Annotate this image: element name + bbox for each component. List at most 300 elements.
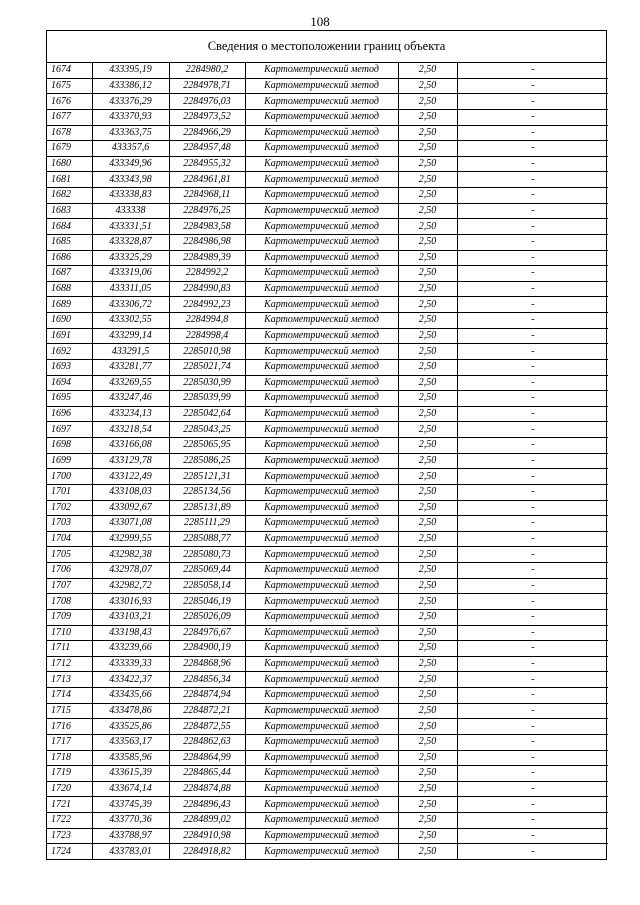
description-cell: - xyxy=(457,406,608,422)
y-coordinate-cell: 2284900,19 xyxy=(169,641,245,657)
description-cell: - xyxy=(457,297,608,313)
x-coordinate-cell: 433071,08 xyxy=(92,516,169,532)
y-coordinate-cell: 2284992,23 xyxy=(169,297,245,313)
point-number-cell: 1682 xyxy=(47,188,92,204)
point-number-cell: 1721 xyxy=(47,797,92,813)
point-number-cell: 1680 xyxy=(47,156,92,172)
point-number-cell: 1707 xyxy=(47,578,92,594)
table-row xyxy=(47,453,608,469)
table-row xyxy=(47,344,608,360)
table-row xyxy=(47,281,608,297)
table-row xyxy=(47,750,608,766)
table-row xyxy=(47,297,608,313)
description-cell: - xyxy=(457,391,608,407)
method-cell: Картометрический метод xyxy=(245,547,398,563)
description-cell: - xyxy=(457,719,608,735)
x-coordinate-cell: 433422,37 xyxy=(92,672,169,688)
method-cell: Картометрический метод xyxy=(245,203,398,219)
y-coordinate-cell: 2285080,73 xyxy=(169,547,245,563)
accuracy-cell: 2,50 xyxy=(398,469,457,485)
x-coordinate-cell: 433166,08 xyxy=(92,438,169,454)
point-number-cell: 1701 xyxy=(47,484,92,500)
accuracy-cell: 2,50 xyxy=(398,625,457,641)
method-cell: Картометрический метод xyxy=(245,313,398,329)
accuracy-cell: 2,50 xyxy=(398,688,457,704)
point-number-cell: 1675 xyxy=(47,78,92,94)
table-row xyxy=(47,516,608,532)
x-coordinate-cell: 433745,39 xyxy=(92,797,169,813)
x-coordinate-cell: 433092,67 xyxy=(92,500,169,516)
y-coordinate-cell: 2284899,02 xyxy=(169,813,245,829)
accuracy-cell: 2,50 xyxy=(398,531,457,547)
table-row xyxy=(47,703,608,719)
x-coordinate-cell: 433615,39 xyxy=(92,766,169,782)
point-number-cell: 1687 xyxy=(47,266,92,282)
table-row xyxy=(47,641,608,657)
method-cell: Картометрический метод xyxy=(245,594,398,610)
point-number-cell: 1696 xyxy=(47,406,92,422)
description-cell: - xyxy=(457,94,608,110)
point-number-cell: 1724 xyxy=(47,844,92,859)
table-row xyxy=(47,672,608,688)
description-cell: - xyxy=(457,609,608,625)
description-cell: - xyxy=(457,844,608,859)
x-coordinate-cell: 433563,17 xyxy=(92,734,169,750)
method-cell: Картометрический метод xyxy=(245,406,398,422)
table-row xyxy=(47,797,608,813)
accuracy-cell: 2,50 xyxy=(398,484,457,500)
method-cell: Картометрический метод xyxy=(245,703,398,719)
point-number-cell: 1722 xyxy=(47,813,92,829)
point-number-cell: 1720 xyxy=(47,781,92,797)
description-cell: - xyxy=(457,266,608,282)
description-cell: - xyxy=(457,797,608,813)
method-cell: Картометрический метод xyxy=(245,266,398,282)
y-coordinate-cell: 2284856,34 xyxy=(169,672,245,688)
accuracy-cell: 2,50 xyxy=(398,844,457,859)
x-coordinate-cell: 433674,14 xyxy=(92,781,169,797)
method-cell: Картометрический метод xyxy=(245,375,398,391)
y-coordinate-cell: 2285039,99 xyxy=(169,391,245,407)
description-cell: - xyxy=(457,328,608,344)
description-cell: - xyxy=(457,703,608,719)
y-coordinate-cell: 2284966,29 xyxy=(169,125,245,141)
y-coordinate-cell: 2285121,31 xyxy=(169,469,245,485)
point-number-cell: 1695 xyxy=(47,391,92,407)
method-cell: Картометрический метод xyxy=(245,250,398,266)
point-number-cell: 1697 xyxy=(47,422,92,438)
accuracy-cell: 2,50 xyxy=(398,219,457,235)
point-number-cell: 1700 xyxy=(47,469,92,485)
accuracy-cell: 2,50 xyxy=(398,672,457,688)
x-coordinate-cell: 433302,55 xyxy=(92,313,169,329)
description-cell: - xyxy=(457,219,608,235)
accuracy-cell: 2,50 xyxy=(398,594,457,610)
method-cell: Картометрический метод xyxy=(245,359,398,375)
y-coordinate-cell: 2285043,25 xyxy=(169,422,245,438)
accuracy-cell: 2,50 xyxy=(398,656,457,672)
x-coordinate-cell: 433108,03 xyxy=(92,484,169,500)
method-cell: Картометрический метод xyxy=(245,516,398,532)
description-cell: - xyxy=(457,109,608,125)
method-cell: Картометрический метод xyxy=(245,656,398,672)
accuracy-cell: 2,50 xyxy=(398,109,457,125)
accuracy-cell: 2,50 xyxy=(398,375,457,391)
table-row xyxy=(47,141,608,157)
table-row xyxy=(47,78,608,94)
y-coordinate-cell: 2284989,39 xyxy=(169,250,245,266)
y-coordinate-cell: 2285046,19 xyxy=(169,594,245,610)
table-row xyxy=(47,500,608,516)
accuracy-cell: 2,50 xyxy=(398,344,457,360)
method-cell: Картометрический метод xyxy=(245,672,398,688)
method-cell: Картометрический метод xyxy=(245,344,398,360)
x-coordinate-cell: 433349,96 xyxy=(92,156,169,172)
accuracy-cell: 2,50 xyxy=(398,78,457,94)
table-row xyxy=(47,609,608,625)
y-coordinate-cell: 2285069,44 xyxy=(169,563,245,579)
y-coordinate-cell: 2284872,21 xyxy=(169,703,245,719)
description-cell: - xyxy=(457,344,608,360)
method-cell: Картометрический метод xyxy=(245,156,398,172)
accuracy-cell: 2,50 xyxy=(398,766,457,782)
accuracy-cell: 2,50 xyxy=(398,703,457,719)
method-cell: Картометрический метод xyxy=(245,172,398,188)
y-coordinate-cell: 2284976,67 xyxy=(169,625,245,641)
description-cell: - xyxy=(457,594,608,610)
x-coordinate-cell: 433478,86 xyxy=(92,703,169,719)
method-cell: Картометрический метод xyxy=(245,94,398,110)
method-cell: Картометрический метод xyxy=(245,297,398,313)
point-number-cell: 1715 xyxy=(47,703,92,719)
accuracy-cell: 2,50 xyxy=(398,547,457,563)
y-coordinate-cell: 2284910,98 xyxy=(169,828,245,844)
table-row xyxy=(47,844,608,859)
x-coordinate-cell: 433247,46 xyxy=(92,391,169,407)
accuracy-cell: 2,50 xyxy=(398,500,457,516)
description-cell: - xyxy=(457,125,608,141)
x-coordinate-cell: 433376,29 xyxy=(92,94,169,110)
x-coordinate-cell: 432978,07 xyxy=(92,563,169,579)
table-row xyxy=(47,422,608,438)
x-coordinate-cell: 433363,75 xyxy=(92,125,169,141)
table-row xyxy=(47,438,608,454)
method-cell: Картометрический метод xyxy=(245,453,398,469)
point-number-cell: 1698 xyxy=(47,438,92,454)
y-coordinate-cell: 2285088,77 xyxy=(169,531,245,547)
description-cell: - xyxy=(457,500,608,516)
y-coordinate-cell: 2284992,2 xyxy=(169,266,245,282)
point-number-cell: 1686 xyxy=(47,250,92,266)
x-coordinate-cell: 433357,6 xyxy=(92,141,169,157)
method-cell: Картометрический метод xyxy=(245,531,398,547)
point-number-cell: 1711 xyxy=(47,641,92,657)
table-row xyxy=(47,63,608,78)
table-row xyxy=(47,234,608,250)
x-coordinate-cell: 433328,87 xyxy=(92,234,169,250)
accuracy-cell: 2,50 xyxy=(398,297,457,313)
table-row xyxy=(47,94,608,110)
y-coordinate-cell: 2284976,25 xyxy=(169,203,245,219)
method-cell: Картометрический метод xyxy=(245,141,398,157)
accuracy-cell: 2,50 xyxy=(398,234,457,250)
y-coordinate-cell: 2284978,71 xyxy=(169,78,245,94)
point-number-cell: 1674 xyxy=(47,63,92,78)
point-number-cell: 1723 xyxy=(47,828,92,844)
method-cell: Картометрический метод xyxy=(245,609,398,625)
x-coordinate-cell: 433129,78 xyxy=(92,453,169,469)
point-number-cell: 1718 xyxy=(47,750,92,766)
method-cell: Картометрический метод xyxy=(245,813,398,829)
point-number-cell: 1678 xyxy=(47,125,92,141)
y-coordinate-cell: 2284896,43 xyxy=(169,797,245,813)
table-row xyxy=(47,781,608,797)
y-coordinate-cell: 2285134,56 xyxy=(169,484,245,500)
table-row xyxy=(47,578,608,594)
point-number-cell: 1716 xyxy=(47,719,92,735)
point-number-cell: 1704 xyxy=(47,531,92,547)
method-cell: Картометрический метод xyxy=(245,750,398,766)
method-cell: Картометрический метод xyxy=(245,422,398,438)
x-coordinate-cell: 433770,36 xyxy=(92,813,169,829)
description-cell: - xyxy=(457,469,608,485)
method-cell: Картометрический метод xyxy=(245,109,398,125)
y-coordinate-cell: 2285042,64 xyxy=(169,406,245,422)
x-coordinate-cell: 433311,05 xyxy=(92,281,169,297)
y-coordinate-cell: 2284968,11 xyxy=(169,188,245,204)
accuracy-cell: 2,50 xyxy=(398,781,457,797)
y-coordinate-cell: 2284986,98 xyxy=(169,234,245,250)
description-cell: - xyxy=(457,766,608,782)
x-coordinate-cell: 433016,93 xyxy=(92,594,169,610)
table-body xyxy=(47,63,608,859)
table-row xyxy=(47,688,608,704)
table-row xyxy=(47,172,608,188)
point-number-cell: 1709 xyxy=(47,609,92,625)
table-row xyxy=(47,156,608,172)
y-coordinate-cell: 2284976,03 xyxy=(169,94,245,110)
y-coordinate-cell: 2284994,8 xyxy=(169,313,245,329)
x-coordinate-cell: 433306,72 xyxy=(92,297,169,313)
x-coordinate-cell: 433291,5 xyxy=(92,344,169,360)
accuracy-cell: 2,50 xyxy=(398,422,457,438)
accuracy-cell: 2,50 xyxy=(398,266,457,282)
point-number-cell: 1710 xyxy=(47,625,92,641)
table-row xyxy=(47,813,608,829)
x-coordinate-cell: 433395,19 xyxy=(92,63,169,78)
description-cell: - xyxy=(457,453,608,469)
x-coordinate-cell: 433239,66 xyxy=(92,641,169,657)
y-coordinate-cell: 2284961,81 xyxy=(169,172,245,188)
accuracy-cell: 2,50 xyxy=(398,734,457,750)
point-number-cell: 1689 xyxy=(47,297,92,313)
description-cell: - xyxy=(457,156,608,172)
method-cell: Картометрический метод xyxy=(245,734,398,750)
table-row xyxy=(47,219,608,235)
description-cell: - xyxy=(457,250,608,266)
point-number-cell: 1703 xyxy=(47,516,92,532)
description-cell: - xyxy=(457,828,608,844)
method-cell: Картометрический метод xyxy=(245,469,398,485)
table-row xyxy=(47,250,608,266)
method-cell: Картометрический метод xyxy=(245,719,398,735)
table-row xyxy=(47,109,608,125)
x-coordinate-cell: 433122,49 xyxy=(92,469,169,485)
method-cell: Картометрический метод xyxy=(245,78,398,94)
point-number-cell: 1712 xyxy=(47,656,92,672)
x-coordinate-cell: 433218,54 xyxy=(92,422,169,438)
accuracy-cell: 2,50 xyxy=(398,141,457,157)
table-row xyxy=(47,656,608,672)
x-coordinate-cell: 433331,51 xyxy=(92,219,169,235)
x-coordinate-cell: 433338 xyxy=(92,203,169,219)
y-coordinate-cell: 2285021,74 xyxy=(169,359,245,375)
accuracy-cell: 2,50 xyxy=(398,641,457,657)
table-row xyxy=(47,391,608,407)
point-number-cell: 1693 xyxy=(47,359,92,375)
method-cell: Картометрический метод xyxy=(245,328,398,344)
table-row xyxy=(47,547,608,563)
table-row xyxy=(47,719,608,735)
description-cell: - xyxy=(457,63,608,78)
coordinates-table xyxy=(47,63,608,859)
point-number-cell: 1676 xyxy=(47,94,92,110)
method-cell: Картометрический метод xyxy=(245,828,398,844)
method-cell: Картометрический метод xyxy=(245,578,398,594)
description-cell: - xyxy=(457,578,608,594)
accuracy-cell: 2,50 xyxy=(398,563,457,579)
point-number-cell: 1677 xyxy=(47,109,92,125)
table-row xyxy=(47,828,608,844)
description-cell: - xyxy=(457,750,608,766)
accuracy-cell: 2,50 xyxy=(398,359,457,375)
table-row xyxy=(47,203,608,219)
y-coordinate-cell: 2284998,4 xyxy=(169,328,245,344)
point-number-cell: 1683 xyxy=(47,203,92,219)
accuracy-cell: 2,50 xyxy=(398,609,457,625)
y-coordinate-cell: 2285065,95 xyxy=(169,438,245,454)
method-cell: Картометрический метод xyxy=(245,63,398,78)
accuracy-cell: 2,50 xyxy=(398,156,457,172)
method-cell: Картометрический метод xyxy=(245,484,398,500)
point-number-cell: 1708 xyxy=(47,594,92,610)
method-cell: Картометрический метод xyxy=(245,391,398,407)
accuracy-cell: 2,50 xyxy=(398,94,457,110)
y-coordinate-cell: 2284872,55 xyxy=(169,719,245,735)
method-cell: Картометрический метод xyxy=(245,500,398,516)
accuracy-cell: 2,50 xyxy=(398,328,457,344)
table-row xyxy=(47,266,608,282)
x-coordinate-cell: 433319,06 xyxy=(92,266,169,282)
accuracy-cell: 2,50 xyxy=(398,453,457,469)
method-cell: Картометрический метод xyxy=(245,688,398,704)
accuracy-cell: 2,50 xyxy=(398,63,457,78)
point-number-cell: 1679 xyxy=(47,141,92,157)
point-number-cell: 1705 xyxy=(47,547,92,563)
method-cell: Картометрический метод xyxy=(245,281,398,297)
description-cell: - xyxy=(457,734,608,750)
description-cell: - xyxy=(457,141,608,157)
y-coordinate-cell: 2284874,88 xyxy=(169,781,245,797)
accuracy-cell: 2,50 xyxy=(398,281,457,297)
accuracy-cell: 2,50 xyxy=(398,313,457,329)
accuracy-cell: 2,50 xyxy=(398,828,457,844)
point-number-cell: 1684 xyxy=(47,219,92,235)
y-coordinate-cell: 2284868,96 xyxy=(169,656,245,672)
y-coordinate-cell: 2284874,94 xyxy=(169,688,245,704)
table-row xyxy=(47,328,608,344)
table-row xyxy=(47,766,608,782)
y-coordinate-cell: 2284864,99 xyxy=(169,750,245,766)
method-cell: Картометрический метод xyxy=(245,844,398,859)
accuracy-cell: 2,50 xyxy=(398,406,457,422)
point-number-cell: 1699 xyxy=(47,453,92,469)
x-coordinate-cell: 433783,01 xyxy=(92,844,169,859)
accuracy-cell: 2,50 xyxy=(398,813,457,829)
description-cell: - xyxy=(457,641,608,657)
table-row xyxy=(47,188,608,204)
point-number-cell: 1690 xyxy=(47,313,92,329)
table-row xyxy=(47,359,608,375)
method-cell: Картометрический метод xyxy=(245,438,398,454)
table-row xyxy=(47,484,608,500)
y-coordinate-cell: 2285026,09 xyxy=(169,609,245,625)
table-title: Сведения о местоположении границ объекта xyxy=(47,31,606,63)
point-number-cell: 1688 xyxy=(47,281,92,297)
accuracy-cell: 2,50 xyxy=(398,797,457,813)
accuracy-cell: 2,50 xyxy=(398,125,457,141)
method-cell: Картометрический метод xyxy=(245,797,398,813)
x-coordinate-cell: 433325,29 xyxy=(92,250,169,266)
method-cell: Картометрический метод xyxy=(245,188,398,204)
description-cell: - xyxy=(457,516,608,532)
table-row xyxy=(47,594,608,610)
description-cell: - xyxy=(457,813,608,829)
point-number-cell: 1685 xyxy=(47,234,92,250)
accuracy-cell: 2,50 xyxy=(398,188,457,204)
description-cell: - xyxy=(457,172,608,188)
point-number-cell: 1702 xyxy=(47,500,92,516)
accuracy-cell: 2,50 xyxy=(398,438,457,454)
method-cell: Картометрический метод xyxy=(245,125,398,141)
description-cell: - xyxy=(457,672,608,688)
table-row xyxy=(47,406,608,422)
description-cell: - xyxy=(457,625,608,641)
point-number-cell: 1713 xyxy=(47,672,92,688)
description-cell: - xyxy=(457,375,608,391)
x-coordinate-cell: 433234,13 xyxy=(92,406,169,422)
description-cell: - xyxy=(457,78,608,94)
y-coordinate-cell: 2284862,63 xyxy=(169,734,245,750)
method-cell: Картометрический метод xyxy=(245,781,398,797)
x-coordinate-cell: 432982,72 xyxy=(92,578,169,594)
y-coordinate-cell: 2285086,25 xyxy=(169,453,245,469)
description-cell: - xyxy=(457,781,608,797)
description-cell: - xyxy=(457,438,608,454)
x-coordinate-cell: 433281,77 xyxy=(92,359,169,375)
x-coordinate-cell: 433338,83 xyxy=(92,188,169,204)
point-number-cell: 1717 xyxy=(47,734,92,750)
y-coordinate-cell: 2284865,44 xyxy=(169,766,245,782)
x-coordinate-cell: 433198,43 xyxy=(92,625,169,641)
accuracy-cell: 2,50 xyxy=(398,578,457,594)
method-cell: Картометрический метод xyxy=(245,766,398,782)
y-coordinate-cell: 2284983,58 xyxy=(169,219,245,235)
description-cell: - xyxy=(457,281,608,297)
accuracy-cell: 2,50 xyxy=(398,750,457,766)
description-cell: - xyxy=(457,656,608,672)
accuracy-cell: 2,50 xyxy=(398,391,457,407)
